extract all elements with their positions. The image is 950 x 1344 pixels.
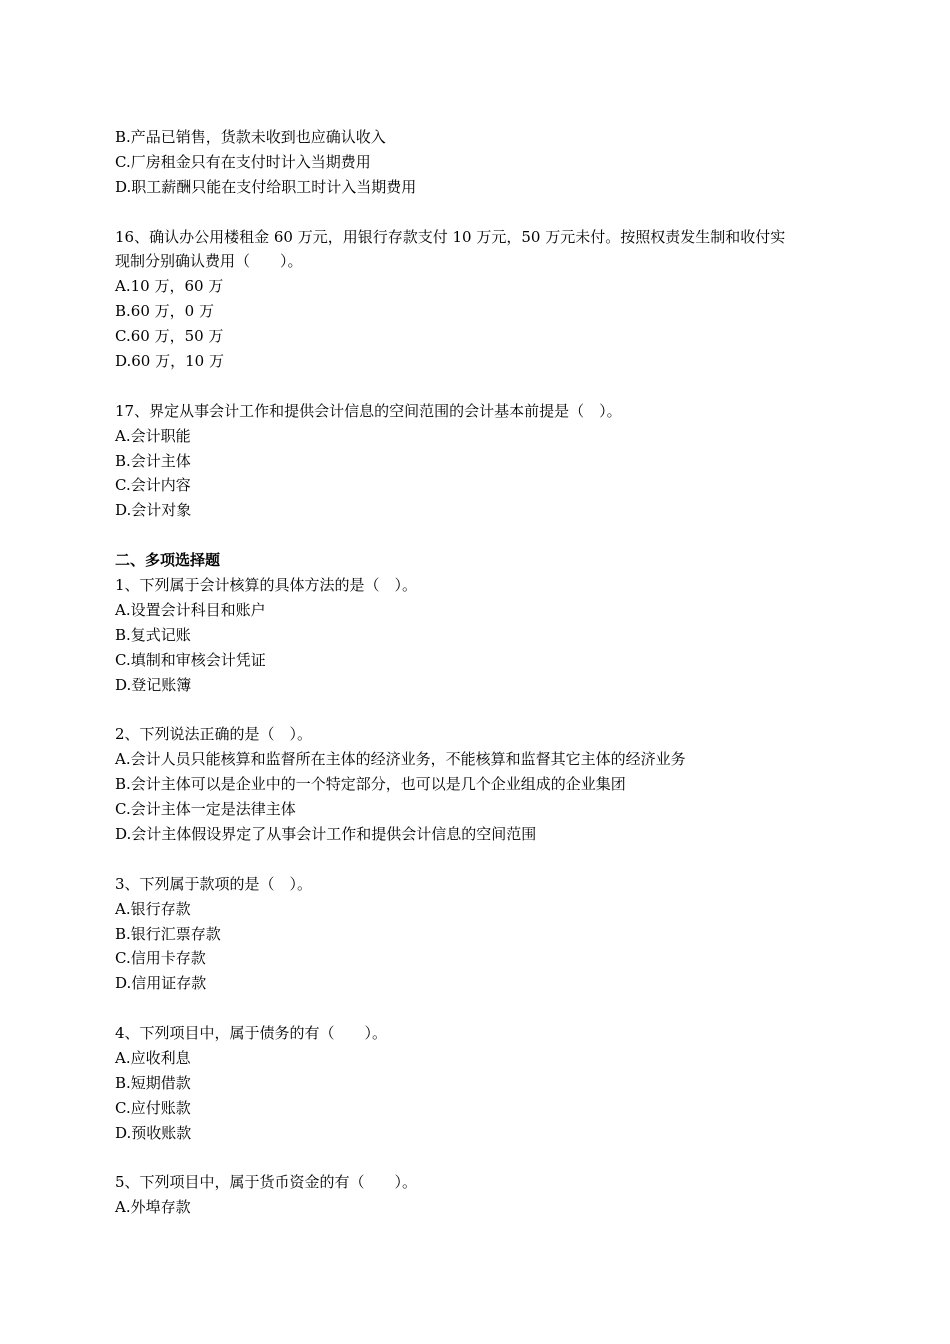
multi-question-1 <box>115 573 840 697</box>
option-b: B.银行汇票存款 <box>115 924 221 943</box>
multi-question-4 <box>115 1021 840 1145</box>
multi-question-3 <box>115 872 840 996</box>
option-a: A.10 万，60 万 <box>115 277 224 296</box>
option-a: A.外埠存款 <box>115 1198 191 1217</box>
option-c: C.信用卡存款 <box>115 949 206 968</box>
option-c: C.会计主体一定是法律主体 <box>115 800 296 819</box>
option-b: B.复式记账 <box>115 625 191 644</box>
question-stem: 4、下列项目中，属于债务的有（ ）。 <box>115 1024 388 1043</box>
option-b: B.产品已销售，货款未收到也应确认收入 <box>115 128 386 146</box>
spacer <box>115 996 840 1021</box>
option-d: D.信用证存款 <box>115 974 207 993</box>
option-c: C.填制和审核会计凭证 <box>115 650 266 669</box>
option-d: D.职工薪酬只能在支付给职工时计入当期费用 <box>115 177 417 196</box>
question-stem: 5、下列项目中，属于货币资金的有（ ）。 <box>115 1173 418 1192</box>
option-d: D.60 万，10 万 <box>115 352 224 371</box>
section-heading: 二、多项选择题 <box>115 551 221 570</box>
spacer <box>115 697 840 722</box>
spacer <box>115 1146 840 1171</box>
multi-question-5 <box>115 1170 840 1220</box>
question-stem-continued: 现制分别确认费用（ ）。 <box>115 252 303 271</box>
question-stem: 1、下列属于会计核算的具体方法的是（ ）。 <box>115 576 418 595</box>
option-c: C.应付账款 <box>115 1098 191 1117</box>
option-a: A.会计人员只能核算和监督所在主体的经济业务，不能核算和监督其它主体的经济业务 <box>115 750 686 769</box>
question-15-options <box>115 125 840 200</box>
option-a: A.设置会计科目和账户 <box>115 600 266 619</box>
question-stem: 16、确认办公用楼租金 60 万元，用银行存款支付 10 万元，50 万元未付。按照权责发生制和收付实 <box>115 227 786 246</box>
option-d: D.登记账簿 <box>115 675 192 694</box>
option-d: D.预收账款 <box>115 1123 192 1142</box>
question-stem: 17、界定从事会计工作和提供会计信息的空间范围的会计基本前提是（ ）。 <box>115 401 622 420</box>
multi-question-2 <box>115 722 840 846</box>
option-d: D.会计主体假设界定了从事会计工作和提供会计信息的空间范围 <box>115 824 537 843</box>
spacer <box>115 847 840 872</box>
option-c: C.会计内容 <box>115 476 191 495</box>
option-b: B.会计主体可以是企业中的一个特定部分，也可以是几个企业组成的企业集团 <box>115 775 626 794</box>
option-a: A.银行存款 <box>115 899 191 918</box>
option-b: B.会计主体 <box>115 451 191 470</box>
question-16 <box>115 225 840 374</box>
option-b: B.短期借款 <box>115 1073 191 1092</box>
option-a: A.会计职能 <box>115 426 191 445</box>
spacer <box>115 374 840 399</box>
question-stem: 3、下列属于款项的是（ ）。 <box>115 874 313 893</box>
option-c: C.60 万，50 万 <box>115 327 224 346</box>
question-17 <box>115 399 840 523</box>
option-c: C.厂房租金只有在支付时计入当期费用 <box>115 152 371 171</box>
spacer <box>115 523 840 548</box>
option-a: A.应收利息 <box>115 1048 191 1067</box>
option-d: D.会计对象 <box>115 501 192 520</box>
question-stem: 2、下列说法正确的是（ ）。 <box>115 725 313 744</box>
spacer <box>115 200 840 225</box>
option-b: B.60 万，0 万 <box>115 302 214 321</box>
document-body <box>115 125 840 1220</box>
